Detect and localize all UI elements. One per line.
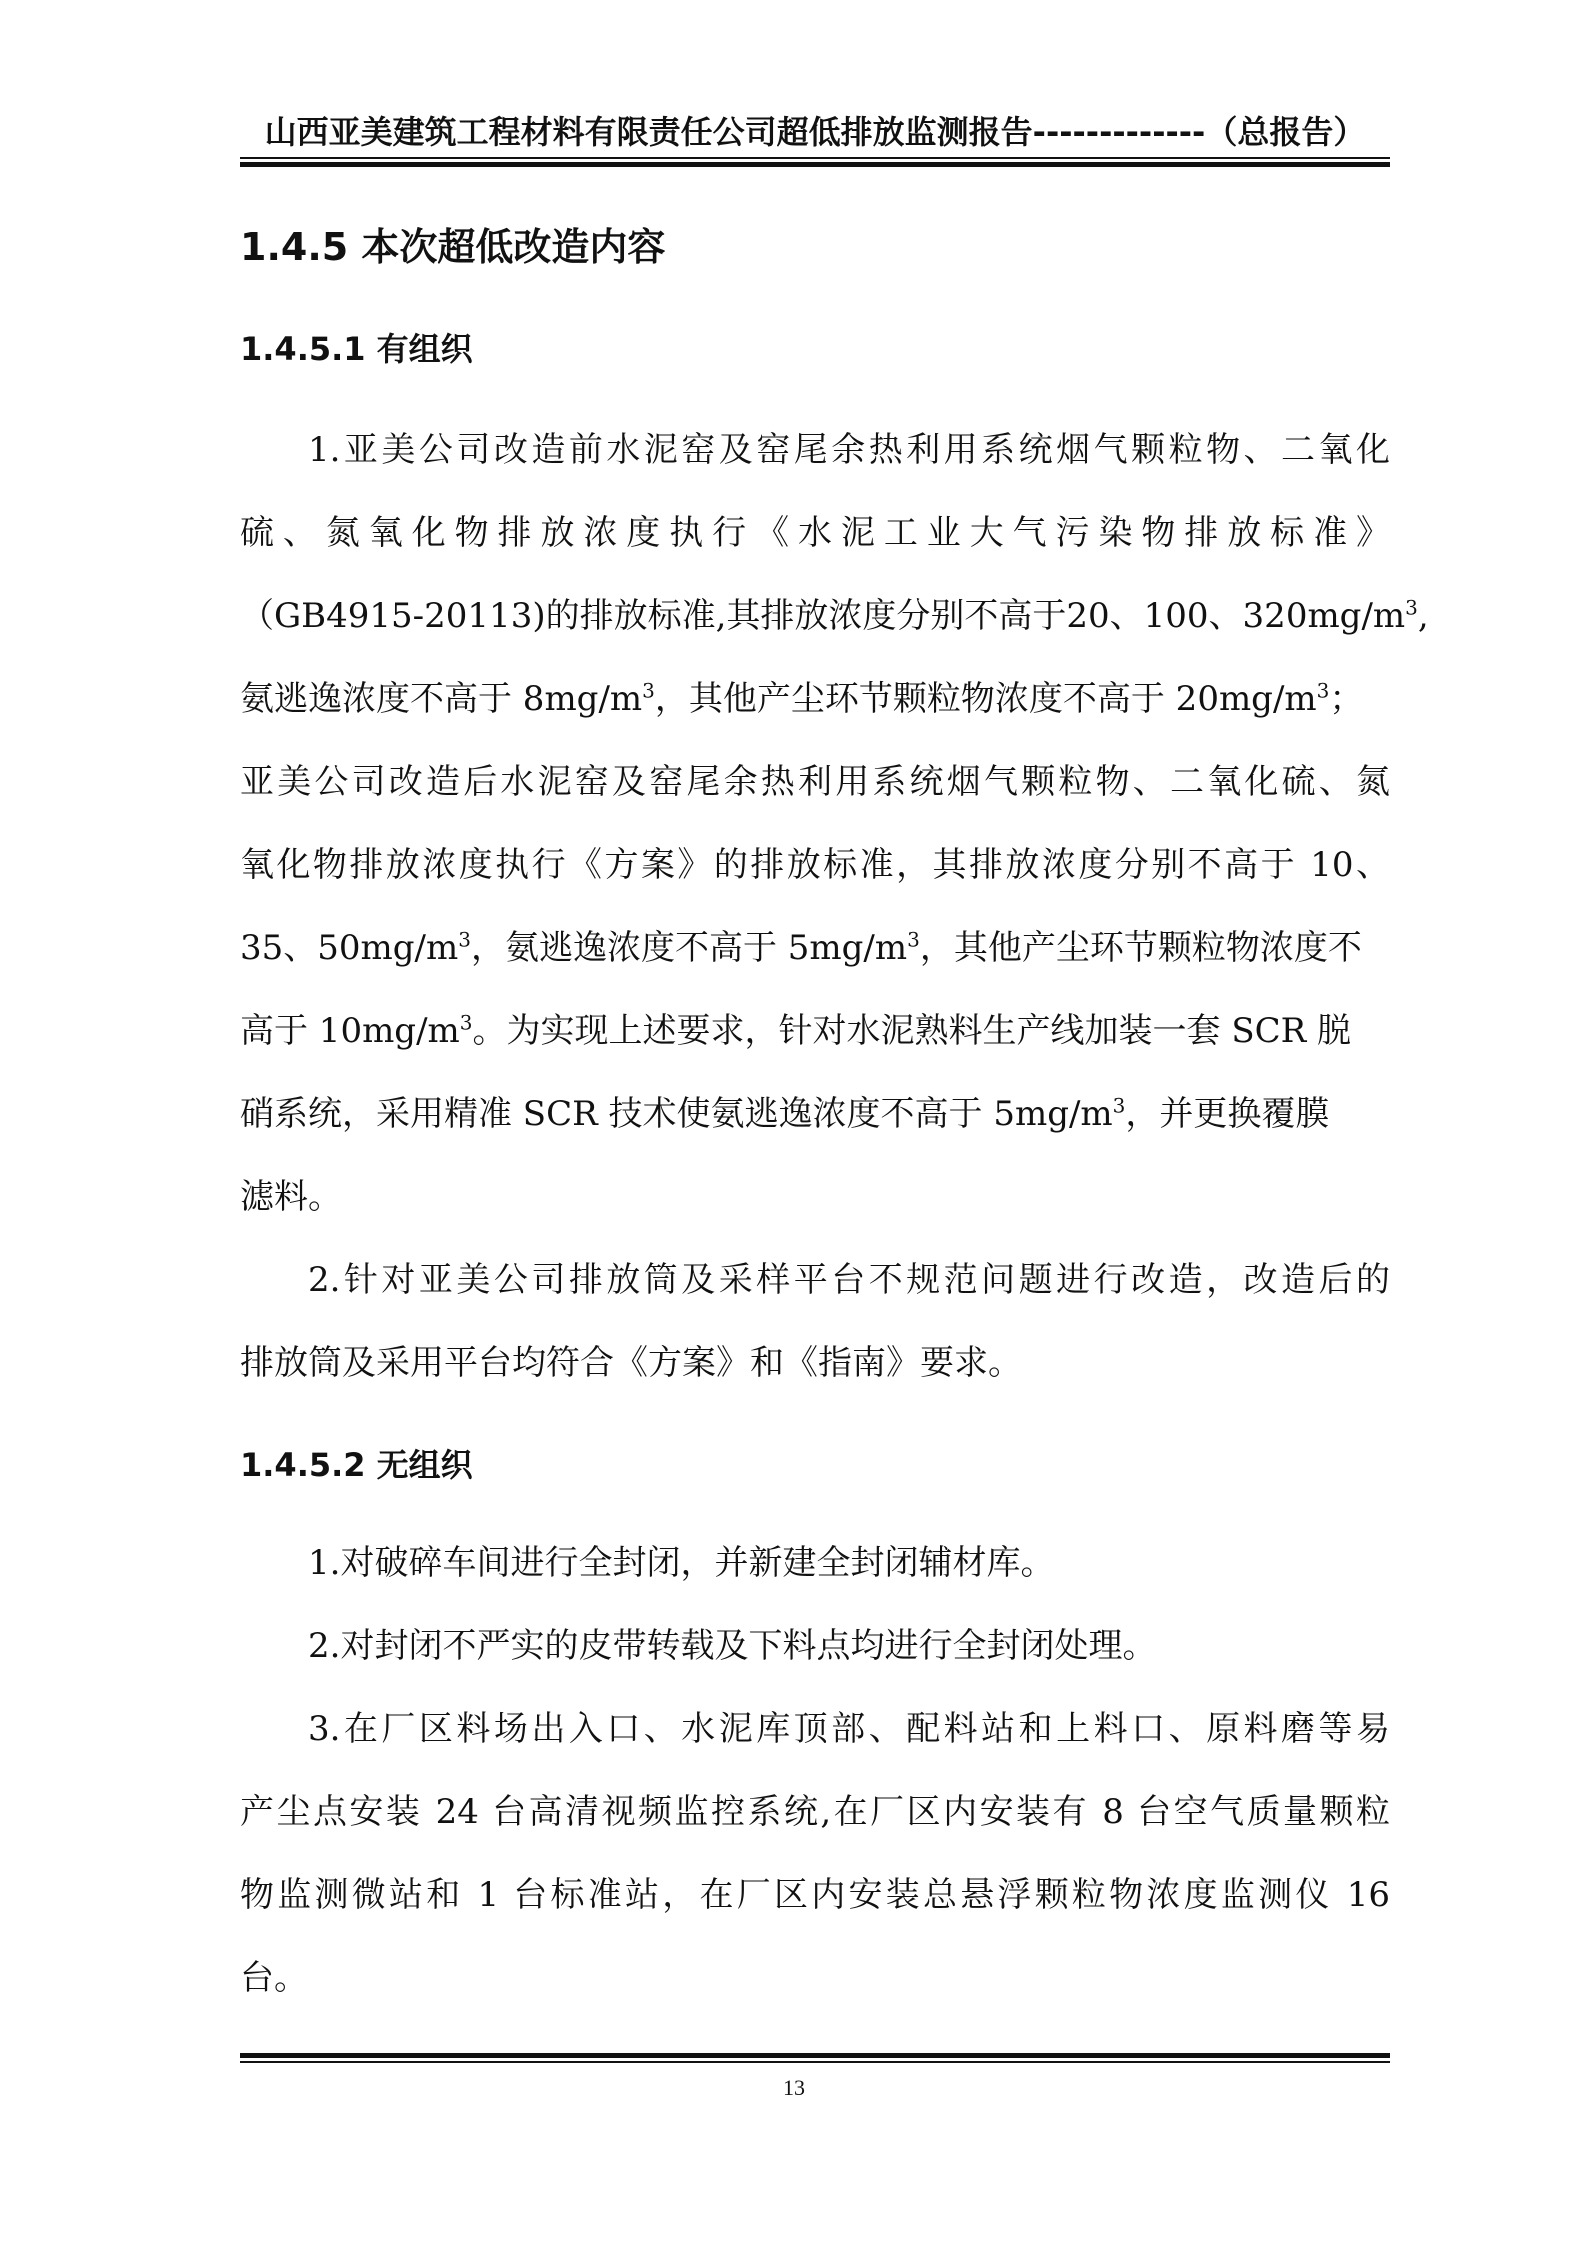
superscript: 3 — [459, 1010, 473, 1035]
page-number: 13 — [783, 2075, 805, 2100]
text-run: ，并更换覆膜 — [1125, 1094, 1330, 1134]
text-run: ； — [1329, 679, 1364, 719]
superscript: 3 — [1316, 678, 1330, 703]
paragraph-line: 台。 — [240, 1958, 308, 1998]
header-rule-thick — [240, 162, 1390, 167]
footer-rule-thin — [240, 2061, 1390, 2063]
subsection-heading-organized: 1.4.5.1 有组织 — [240, 330, 473, 368]
text-run: ，其他产尘环节颗粒物浓度不 — [919, 928, 1362, 968]
superscript: 3 — [1405, 595, 1418, 620]
superscript: 3 — [907, 927, 920, 952]
subsection-heading-unorganized: 1.4.5.2 无组织 — [240, 1446, 473, 1484]
paragraph-line: 1.对破碎车间进行全封闭，并新建全封闭辅材库。 — [308, 1543, 1055, 1583]
paragraph-line: 滤料。 — [240, 1177, 342, 1217]
text-run: 高于 10mg/m — [240, 1011, 460, 1051]
paragraph-line: 3.在厂区料场出入口、水泥库顶部、配料站和上料口、原料磨等易 — [308, 1709, 1390, 1749]
paragraph-line: 排放筒及采用平台均符合《方案》和《指南》要求。 — [240, 1343, 1022, 1383]
superscript: 3 — [458, 927, 471, 952]
paragraph-line — [240, 1009, 1390, 1053]
paragraph-line: 2.针对亚美公司排放筒及采样平台不规范问题进行改造，改造后的 — [308, 1260, 1390, 1300]
paragraph-line: 产尘点安装 24 台高清视频监控系统,在厂区内安装有 8 台空气质量颗粒 — [240, 1792, 1390, 1832]
header-rule-thin — [240, 157, 1390, 159]
text-run: , — [1417, 596, 1429, 636]
text-run: ，其他产尘环节颗粒物浓度不高于 20mg/m — [654, 679, 1317, 719]
paragraph-line: 亚美公司改造后水泥窑及窑尾余热利用系统烟气颗粒物、二氧化硫、氮 — [240, 762, 1390, 802]
paragraph-line — [240, 926, 1390, 970]
paragraph-line — [240, 1092, 1390, 1136]
text-run: 氨逃逸浓度不高于 8mg/m — [240, 679, 643, 719]
paragraph-line: 1.亚美公司改造前水泥窑及窑尾余热利用系统烟气颗粒物、二氧化 — [308, 430, 1390, 470]
paragraph-line: 物监测微站和 1 台标准站，在厂区内安装总悬浮颗粒物浓度监测仪 16 — [240, 1875, 1390, 1915]
paragraph-line: 氧化物排放浓度执行《方案》的排放标准，其排放浓度分别不高于 10、 — [240, 845, 1390, 885]
superscript: 3 — [1112, 1093, 1126, 1118]
section-heading: 1.4.5 本次超低改造内容 — [240, 225, 666, 269]
text-run: （GB4915-20113)的排放标准,其排放浓度分别不高于20、100、320mg/m — [240, 596, 1406, 636]
text-run: ，氨逃逸浓度不高于 5mg/m — [470, 928, 908, 968]
footer-rule-thick — [240, 2053, 1390, 2058]
report-header-title: 山西亚美建筑工程材料有限责任公司超低排放监测报告-------------（总报告） — [264, 113, 1366, 151]
paragraph-line — [240, 594, 1429, 638]
text-run: 。为实现上述要求，针对水泥熟料生产线加装一套 SCR 脱 — [472, 1011, 1352, 1051]
superscript: 3 — [642, 678, 655, 703]
paragraph-line — [240, 677, 1390, 721]
text-run: 硝系统，采用精准 SCR 技术使氨逃逸浓度不高于 5mg/m — [240, 1094, 1113, 1134]
paragraph-line: 2.对封闭不严实的皮带转载及下料点均进行全封闭处理。 — [308, 1626, 1157, 1666]
paragraph-line: 硫、氮氧化物排放浓度执行《水泥工业大气污染物排放标准》 — [240, 513, 1390, 553]
text-run: 35、50mg/m — [240, 928, 459, 968]
